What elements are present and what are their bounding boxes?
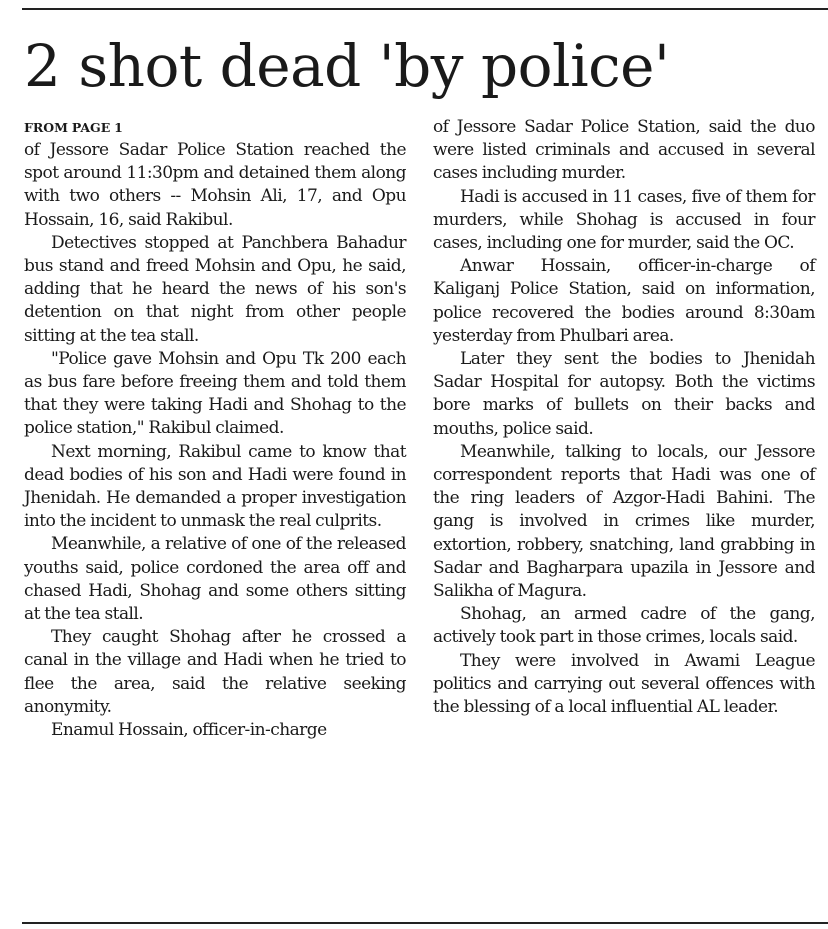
paragraph: Later they sent the bodies to Jhenidah Sadar Hospital for autopsy. Both the victims bore marks of bullets on their backs and mouths, police said. (433, 349, 815, 439)
continuation-kicker: FROM PAGE 1 (24, 120, 123, 135)
paragraph: of Jessore Sadar Police Station, said the duo were listed criminals and accused in several cases including murder. (433, 117, 815, 184)
paragraph: Hadi is accused in 11 cases, five of them for murders, while Shohag is accused in four cases, including one for murder, said the OC. (433, 186, 815, 254)
paragraph: Anwar Hossain, officer-in-charge of Kaliganj Police Station, said on information, police recovered the bodies around 8:30am yesterday from Phulbari area. (433, 256, 815, 346)
paragraph: "Police gave Mohsin and Opu Tk 200 each as bus fare before freeing them and told them that they were taking Hadi and Shohag to the police station," Rakibul claimed. (24, 348, 406, 439)
bottom-rule (22, 922, 828, 924)
paragraph: They were involved in Awami League politics and carrying out several offences with the blessing of a local influential AL leader. (433, 650, 815, 718)
article-column-right (433, 116, 815, 719)
article-column-left (24, 116, 406, 742)
paragraph: Shohag, an armed cadre of the gang, actively took part in those crimes, locals said. (433, 604, 815, 648)
paragraph: Meanwhile, talking to locals, our Jessore correspondent reports that Hadi was one of the ring leaders of Azgor-Hadi Bahini. The gang is involved in crimes like murder, extortion, robbery, snatching, land grabbing in Sadar and Bagharpara upazila in Jessore and Salikha of Magura. (433, 441, 815, 602)
paragraph: Enamul Hossain, officer-in-charge (51, 720, 327, 741)
paragraph: of Jessore Sadar Police Station reached the spot around 11:30pm and detained them along with two others -- Mohsin Ali, 17, and Opu Hossain, 16, said Rakibul. (24, 140, 406, 230)
paragraph: Detectives stopped at Panchbera Bahadur bus stand and freed Mohsin and Opu, he said, adding that he heard the news of his son's detention on that night from other people sitting at the tea stall. (24, 232, 406, 346)
paragraph: Next morning, Rakibul came to know that dead bodies of his son and Hadi were found in Jhenidah. He demanded a proper investigation into the incident to unmask the real culprits. (24, 441, 406, 532)
top-rule (22, 8, 828, 10)
paragraph: They caught Shohag after he crossed a canal in the village and Hadi when he tried to flee the area, said the relative seeking anonymity. (24, 627, 406, 717)
paragraph: Meanwhile, a relative of one of the released youths said, police cordoned the area off and chased Hadi, Shohag and some others sitting at the tea stall. (24, 534, 406, 625)
headline: 2 shot dead 'by police' (24, 32, 670, 100)
